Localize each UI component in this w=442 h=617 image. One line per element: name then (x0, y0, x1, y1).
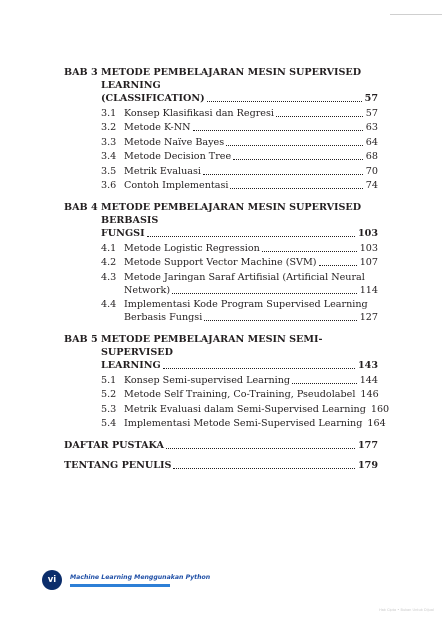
dot-leader (262, 251, 357, 252)
section-title: Metrik Evaluasi dalam Semi-Supervised Learning (124, 403, 366, 415)
toc-entry: 3.4 Metode Decision Tree 68 (101, 151, 378, 162)
section-page: 63 (365, 122, 378, 133)
section-title: Konsep Klasifikasi dan Regresi (124, 107, 274, 119)
section-page: 64 (365, 136, 378, 148)
section-page: 103 (359, 242, 378, 254)
toc-entry: 3.1 Konsep Klasifikasi dan Regresi 57 (101, 107, 378, 119)
section-title: Implementasi Kode Program Supervised Learning (124, 299, 368, 310)
toc-entry: 3.3 Metode Naïve Bayes 64 (101, 136, 378, 148)
chapter-5 (64, 333, 390, 430)
dot-leader (193, 130, 363, 131)
chapter-title-line: METODE PEMBELAJARAN MESIN SEMI-SUPERVISED (101, 334, 323, 358)
section-title: Metode Decision Tree (124, 151, 232, 162)
section-page: 114 (359, 284, 378, 296)
section-title: Metode K-NN (124, 122, 191, 133)
corner-rule (390, 0, 442, 15)
dot-leader (166, 448, 355, 449)
chapter-title-line: (CLASSIFICATION) (101, 93, 205, 104)
dot-leader (207, 101, 362, 102)
section-page: 70 (365, 165, 378, 177)
dot-leader (292, 383, 357, 384)
chapter-4 (64, 201, 378, 324)
chapter-title-line: METODE PEMBELAJARAN MESIN SUPERVISED LEARNING (101, 67, 362, 91)
toc-entry: 4.3 Metode Jaringan Saraf Artifisial (Artificial Neural Network) 114 (101, 271, 378, 296)
section-page: 144 (359, 374, 378, 386)
chapter-page: 143 (357, 360, 378, 371)
section-title: Metode Self Training, Co-Training, Pseudolabel (124, 389, 356, 400)
footer-accent-bar (70, 584, 170, 587)
dot-leader (203, 174, 363, 175)
section-page: 107 (359, 257, 378, 268)
toc-entry: 5.3 Metrik Evaluasi dalam Semi-Supervised Learning 160 (101, 403, 390, 415)
toc-entry: 4.2 Metode Support Vector Machine (SVM) 107 (101, 257, 378, 268)
section-title: Metode Support Vector Machine (SVM) (124, 257, 317, 268)
dot-leader (233, 159, 363, 160)
section-page: 127 (359, 312, 378, 323)
dot-leader (276, 116, 363, 117)
section-title: Metode Naïve Bayes (124, 136, 225, 148)
section-title: Metrik Evaluasi (124, 165, 201, 177)
toc-back-entry (64, 439, 378, 452)
section-title: Metode Logistic Regression (124, 242, 260, 254)
section-page: 160 (370, 403, 390, 415)
section-title-cont: Network) (124, 284, 171, 296)
chapter-page: 57 (364, 93, 378, 104)
section-page: 68 (365, 151, 378, 162)
toc-entry: 5.2 Metode Self Training, Co-Training, Pseudolabel 146 (101, 389, 379, 400)
watermark: Hak Cipta • Bukan Untuk Dijual (379, 608, 434, 612)
dot-leader (230, 188, 362, 189)
section-page: 57 (365, 107, 378, 119)
toc-entry: 5.4 Implementasi Metode Semi-Supervised Learning 164 (101, 418, 386, 429)
section-title: Metode Jaringan Saraf Artifisial (Artificial Neural (124, 271, 365, 283)
dot-leader (147, 236, 355, 237)
chapter-number: BAB 5 (64, 334, 98, 345)
toc-entry: 4.1 Metode Logistic Regression 103 (101, 242, 378, 254)
back-title: TENTANG PENULIS (64, 460, 172, 471)
dot-leader (226, 145, 363, 146)
chapter-3 (64, 66, 378, 192)
toc-entry: 3.6 Contoh Implementasi 74 (101, 180, 378, 191)
table-of-contents (64, 66, 390, 479)
section-page: 74 (365, 180, 378, 191)
chapter-page: 103 (357, 228, 378, 239)
back-title: DAFTAR PUSTAKA (64, 440, 164, 451)
toc-back-entry (64, 459, 378, 472)
section-title: Implementasi Metode Semi-Supervised Learning (124, 418, 363, 429)
back-page: 179 (357, 460, 378, 471)
dot-leader (163, 368, 355, 369)
toc-entry: 3.2 Metode K-NN 63 (101, 122, 378, 133)
section-title: Contoh Implementasi (124, 180, 229, 191)
chapter-title-line: METODE PEMBELAJARAN MESIN SUPERVISED BERBASIS (101, 202, 362, 226)
section-title: Konsep Semi-supervised Learning (124, 374, 291, 386)
chapter-title-line: FUNGSI (101, 228, 145, 239)
dot-leader (172, 293, 357, 294)
back-page: 177 (357, 440, 378, 451)
dot-leader (173, 468, 355, 469)
dot-leader (204, 320, 356, 321)
chapter-number: BAB 4 (64, 202, 98, 213)
toc-entry: 3.5 Metrik Evaluasi 70 (101, 165, 378, 177)
chapter-number: BAB 3 (64, 67, 98, 78)
toc-entry: 5.1 Konsep Semi-supervised Learning 144 (101, 374, 378, 386)
toc-entry: 4.4 Implementasi Kode Program Supervised Learning Berbasis Fungsi 127 (101, 299, 378, 323)
page-number-badge: vi (42, 570, 62, 590)
running-title: Machine Learning Menggunakan Python (70, 574, 211, 581)
dot-leader (319, 265, 357, 266)
chapter-title-line: LEARNING (101, 360, 161, 371)
section-page: 146 (360, 389, 379, 400)
section-page: 164 (367, 418, 386, 429)
section-title-cont: Berbasis Fungsi (124, 312, 203, 323)
